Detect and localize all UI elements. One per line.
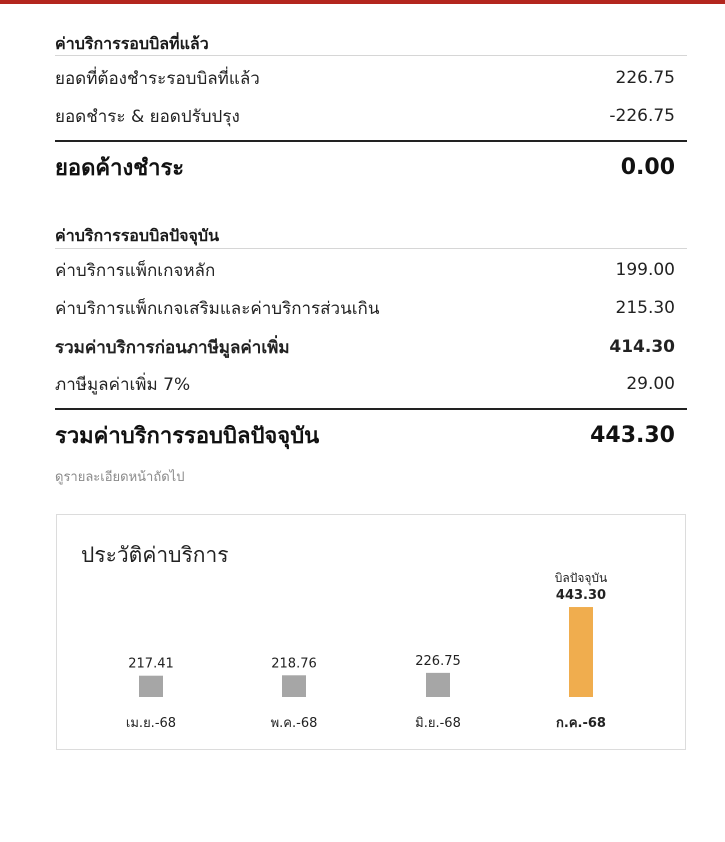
month-label: เม.ย.-68 <box>125 716 177 731</box>
history-title: ประวัติค่าบริการ <box>81 543 229 567</box>
row-label: ภาษีมูลค่าเพิ่ม 7% <box>55 374 191 395</box>
divider <box>55 248 687 249</box>
row-value: 29.00 <box>626 374 675 394</box>
divider-strong <box>55 408 687 410</box>
previous-bill-row-due <box>55 64 675 92</box>
bar-1 <box>139 676 163 697</box>
current-total-value: 443.30 <box>590 422 675 448</box>
history-card <box>56 514 686 750</box>
month-label: ก.ค.-68 <box>556 716 606 731</box>
row-label: ยอดที่ต้องชำระรอบบิลที่แล้ว <box>55 68 260 89</box>
current-total-row <box>55 418 675 452</box>
month-label: พ.ค.-68 <box>270 716 318 731</box>
divider <box>55 55 687 56</box>
previous-bill-title: ค่าบริการรอบบิลที่แล้ว <box>55 34 209 53</box>
current-bill-caption: บิลปัจจุบัน <box>554 571 608 586</box>
row-value: 199.00 <box>615 260 675 280</box>
bar-value-label: 443.30 <box>555 588 607 604</box>
row-label: รวมค่าบริการก่อนภาษีมูลค่าเพิ่ม <box>55 337 290 358</box>
current-bill-row-subtotal <box>55 333 675 361</box>
row-label: ยอดชำระ & ยอดปรับปรุง <box>55 106 240 127</box>
outstanding-label: ยอดค้างชำระ <box>55 155 185 181</box>
divider-strong <box>55 140 687 142</box>
row-value: 215.30 <box>615 298 675 318</box>
row-label: ค่าบริการแพ็กเกจหลัก <box>55 260 216 281</box>
previous-bill-row-paid <box>55 102 675 130</box>
bar-4 <box>569 607 593 697</box>
row-value: 414.30 <box>609 337 675 357</box>
outstanding-value: 0.00 <box>620 154 675 180</box>
bar-2 <box>282 675 306 697</box>
outstanding-row <box>55 150 675 184</box>
see-details-note: ดูรายละเอียดหน้าถัดไป <box>55 470 185 485</box>
history-bar-chart <box>57 515 685 749</box>
bar-value-label: 226.75 <box>415 653 461 669</box>
row-label: ค่าบริการแพ็กเกจเสริมและค่าบริการส่วนเกิน <box>55 298 380 319</box>
top-accent-bar <box>0 0 725 4</box>
row-value: -226.75 <box>609 106 675 126</box>
month-label: มิ.ย.-68 <box>415 716 461 731</box>
current-bill-row-vat <box>55 370 675 398</box>
current-total-label: รวมค่าบริการรอบบิลปัจจุบัน <box>55 423 320 449</box>
bar-value-label: 217.41 <box>128 656 174 672</box>
current-bill-row-addon <box>55 294 675 322</box>
bar-3 <box>426 673 450 697</box>
current-bill-row-main-package <box>55 256 675 284</box>
row-value: 226.75 <box>615 68 675 88</box>
bar-value-label: 218.76 <box>271 656 317 672</box>
current-bill-title: ค่าบริการรอบบิลปัจจุบัน <box>55 226 220 245</box>
